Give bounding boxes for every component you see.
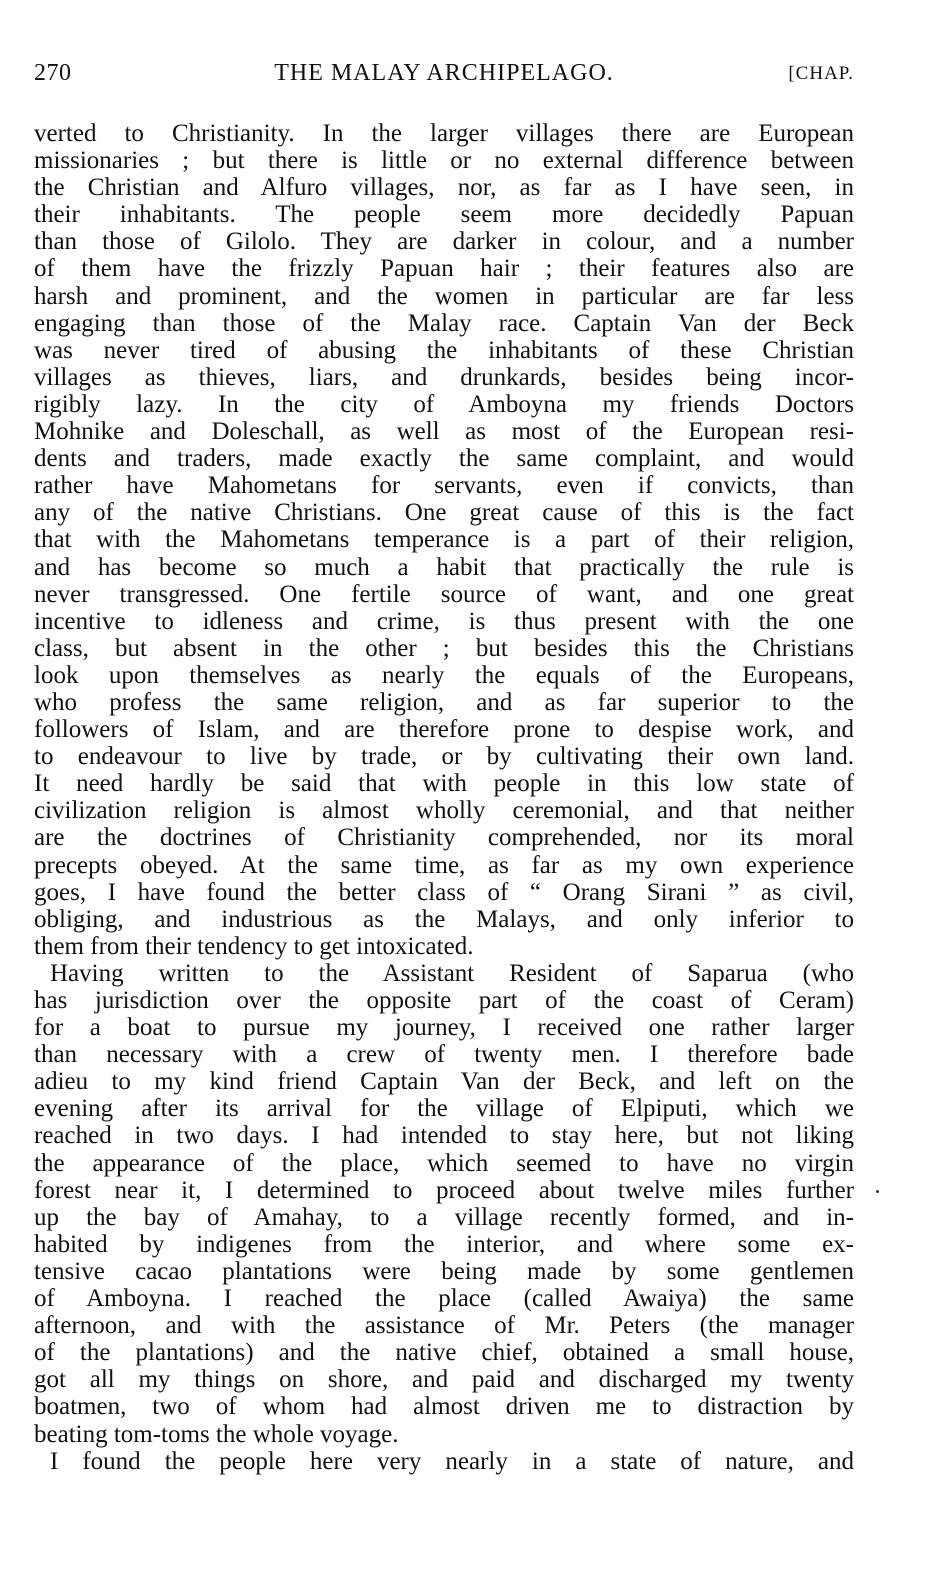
- text-line: goes, I have found the better class of “ Orang Sirani ” as civil,: [34, 878, 854, 906]
- text-line: look upon themselves as nearly the equals of the Europeans,: [34, 661, 854, 689]
- text-line: tensive cacao plantations were being made by some gentlemen: [34, 1257, 854, 1285]
- text-line: verted to Christianity. In the larger villages there are European: [34, 120, 854, 147]
- text-line: are the doctrines of Christianity comprehended, nor its moral: [34, 824, 854, 852]
- ink-speck: [876, 1190, 879, 1193]
- text-line: their inhabitants. The people seem more decidedly Papuan: [34, 201, 854, 229]
- running-head: [34, 60, 854, 92]
- running-title: THE MALAY ARCHIPELAGO.: [274, 60, 614, 86]
- paragraph-start-line: I found the people here very nearly in a state of nature, and: [50, 1447, 854, 1475]
- text-line: harsh and prominent, and the women in particular are far less: [34, 282, 854, 310]
- text-line: than necessary with a crew of twenty men. I therefore bade: [34, 1041, 854, 1069]
- body-text: [34, 120, 854, 1475]
- text-line: incentive to idleness and crime, is thus present with the one: [34, 607, 854, 635]
- text-line: of the plantations) and the native chief, obtained a small house,: [34, 1339, 854, 1367]
- text-line: followers of Islam, and are therefore prone to despise work, and: [34, 716, 854, 744]
- text-line: missionaries ; but there is little or no external difference between: [34, 147, 854, 175]
- text-line: the appearance of the place, which seemed to have no virgin: [34, 1149, 854, 1177]
- text-line: who profess the same religion, and as far superior to the: [34, 688, 854, 716]
- text-line: habited by indigenes from the interior, and where some ex-: [34, 1230, 854, 1258]
- text-line: rigibly lazy. In the city of Amboyna my friends Doctors: [34, 390, 854, 418]
- text-line: to endeavour to live by trade, or by cultivating their own land.: [34, 743, 854, 771]
- paragraph-end-line: beating tom-toms the whole voyage.: [34, 1420, 399, 1448]
- text-line: got all my things on shore, and paid and discharged my twenty: [34, 1366, 854, 1394]
- text-line: Mohnike and Doleschall, as well as most of the European resi-: [34, 418, 854, 446]
- text-line: civilization religion is almost wholly ceremonial, and that neither: [34, 797, 854, 825]
- text-line: and has become so much a habit that practically the rule is: [34, 553, 854, 581]
- text-line: rather have Mahometans for servants, even if convicts, than: [34, 472, 854, 500]
- text-line: adieu to my kind friend Captain Van der Beck, and left on the: [34, 1068, 854, 1096]
- text-line: of them have the frizzly Papuan hair ; their features also are: [34, 255, 854, 283]
- text-line: evening after its arrival for the village of Elpiputi, which we: [34, 1095, 854, 1123]
- text-line: precepts obeyed. At the same time, as far as my own experience: [34, 851, 854, 879]
- text-line: that with the Mahometans temperance is a part of their religion,: [34, 526, 854, 554]
- text-line: was never tired of abusing the inhabitants of these Christian: [34, 336, 854, 364]
- text-line: forest near it, I determined to proceed about twelve miles further: [34, 1176, 854, 1204]
- text-line: class, but absent in the other ; but besides this the Christians: [34, 634, 854, 662]
- text-line: up the bay of Amahay, to a village recently formed, and in-: [34, 1203, 854, 1231]
- page-number: 270: [34, 60, 72, 86]
- text-line: of Amboyna. I reached the place (called Awaiya) the same: [34, 1285, 854, 1313]
- paragraph-end-line: them from their tendency to get intoxicated.: [34, 932, 474, 960]
- text-line: the Christian and Alfuro villages, nor, as far as I have seen, in: [34, 174, 854, 202]
- text-line: dents and traders, made exactly the same complaint, and would: [34, 445, 854, 473]
- text-line: for a boat to pursue my journey, I received one rather larger: [34, 1014, 854, 1042]
- text-line: than those of Gilolo. They are darker in colour, and a number: [34, 228, 854, 256]
- text-line: It need hardly be said that with people in this low state of: [34, 770, 854, 798]
- text-line: engaging than those of the Malay race. Captain Van der Beck: [34, 309, 854, 337]
- text-line: has jurisdiction over the opposite part of the coast of Ceram): [34, 987, 854, 1014]
- text-line: any of the native Christians. One great cause of this is the fact: [34, 499, 854, 527]
- text-line: afternoon, and with the assistance of Mr. Peters (the manager: [34, 1312, 854, 1340]
- text-line: villages as thieves, liars, and drunkards, besides being incor-: [34, 363, 854, 391]
- text-line: never transgressed. One fertile source of want, and one great: [34, 580, 854, 608]
- text-line: reached in two days. I had intended to stay here, but not liking: [34, 1122, 854, 1150]
- text-line: boatmen, two of whom had almost driven me to distraction by: [34, 1393, 854, 1421]
- paragraph-start-line: Having written to the Assistant Resident of Saparua (who: [50, 959, 854, 987]
- chapter-mark: [CHAP.: [788, 63, 854, 84]
- text-line: obliging, and industrious as the Malays, and only inferior to: [34, 905, 854, 933]
